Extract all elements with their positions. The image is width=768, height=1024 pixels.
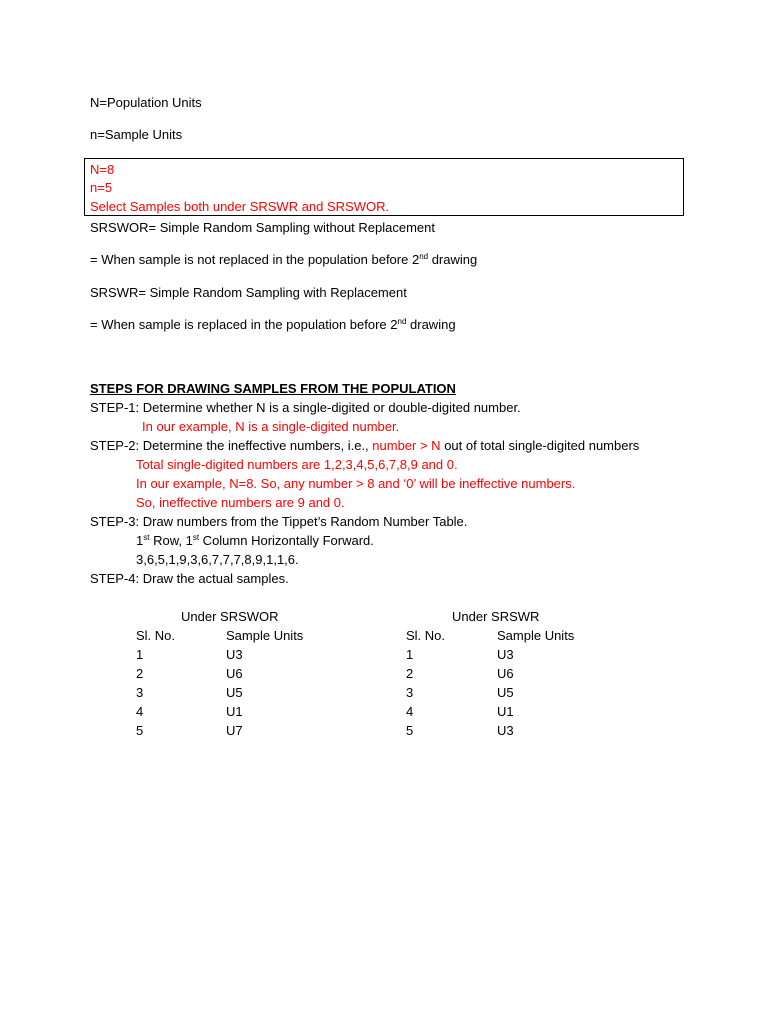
srswr-row-unit: U6 [497,666,514,681]
step-3-random-numbers: 3,6,5,1,9,3,6,7,7,7,8,9,1,1,6. [136,552,299,567]
srswr-table-title: Under SRSWR [452,609,540,624]
srswor-col-sample-units: Sample Units [226,628,304,643]
srswr-row-sl: 1 [406,647,414,662]
sample-units-definition: n=Sample Units [90,127,183,142]
step-2-note-1: Total single-digited numbers are 1,2,3,4,5,6,7,8,9 and 0. [136,457,458,472]
srswr-explanation: = When sample is replaced in the population before 2nd drawing [90,317,456,332]
srswor-table-title: Under SRSWOR [181,609,279,624]
srswor-row-unit: U1 [226,704,243,719]
problem-population-size: N=8 [90,162,115,177]
problem-sample-size: n=5 [90,180,113,195]
srswor-row-sl: 3 [136,685,144,700]
steps-heading: STEPS FOR DRAWING SAMPLES FROM THE POPULATION [90,381,456,396]
srswr-row-sl: 3 [406,685,414,700]
srswr-definition: SRSWR= Simple Random Sampling with Replacement [90,285,407,300]
step-4: STEP-4: Draw the actual samples. [90,571,289,586]
step-2-note-3: So, ineffective numbers are 9 and 0. [136,495,345,510]
srswor-row-unit: U6 [226,666,243,681]
step-3-row-column: 1st Row, 1st Column Horizontally Forward. [136,533,374,548]
srswr-row-unit: U1 [497,704,514,719]
srswr-col-sl-no: Sl. No. [406,628,446,643]
problem-instruction: Select Samples both under SRSWR and SRSWOR. [90,199,390,214]
srswr-row-unit: U5 [497,685,514,700]
srswr-row-sl: 5 [406,723,414,738]
srswor-col-sl-no: Sl. No. [136,628,176,643]
step-1: STEP-1: Determine whether N is a single-digited or double-digited number. [90,400,521,415]
srswr-row-sl: 4 [406,704,414,719]
srswor-row-sl: 5 [136,723,144,738]
population-units-definition: N=Population Units [90,95,202,110]
srswor-row-sl: 4 [136,704,144,719]
srswor-row-unit: U5 [226,685,243,700]
srswr-col-sample-units: Sample Units [497,628,575,643]
step-2: STEP-2: Determine the ineffective numbers, i.e., number > N out of total single-digited numbers [90,438,640,453]
srswor-row-unit: U7 [226,723,243,738]
srswor-definition: SRSWOR= Simple Random Sampling without Replacement [90,220,436,235]
srswr-row-unit: U3 [497,647,514,662]
step-2-note-2: In our example, N=8. So, any number > 8 and ‘0’ will be ineffective numbers. [136,476,576,491]
srswr-row-sl: 2 [406,666,414,681]
step-3: STEP-3: Draw numbers from the Tippet’s Random Number Table. [90,514,468,529]
srswr-row-unit: U3 [497,723,514,738]
srswor-explanation: = When sample is not replaced in the population before 2nd drawing [90,252,478,267]
srswor-row-sl: 1 [136,647,144,662]
srswor-row-unit: U3 [226,647,243,662]
step-1-note: In our example, N is a single-digited number. [142,419,400,434]
srswor-row-sl: 2 [136,666,144,681]
